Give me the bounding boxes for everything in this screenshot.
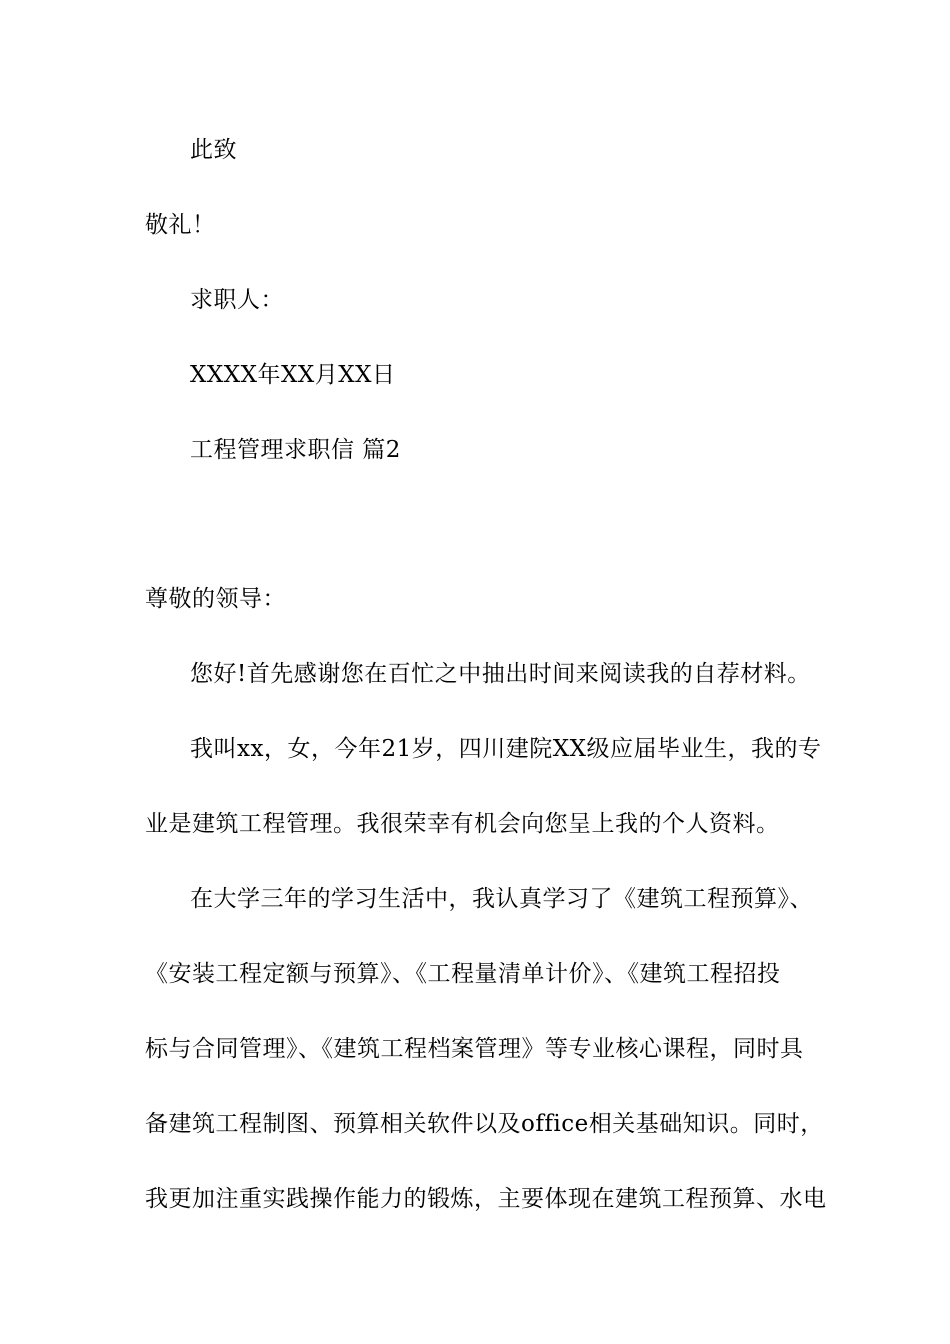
paragraph-line: 备建筑工程制图、预算相关软件以及office相关基础知识。同时， [145, 1111, 824, 1137]
paragraph-line: 我更加注重实践操作能力的锻炼，主要体现在建筑工程预算、水电 [145, 1186, 827, 1212]
paragraph-line: 《安装工程定额与预算》、《工程量清单计价》、《建筑工程招投 [145, 961, 781, 987]
closing-cizhi: 此致 [190, 137, 237, 163]
paragraph-line: 在大学三年的学习生活中，我认真学习了《建筑工程预算》、 [190, 886, 813, 912]
paragraph-line: 业是建筑工程管理。我很荣幸有机会向您呈上我的个人资料。 [145, 811, 780, 837]
paragraph-line: 标与合同管理》、《建筑工程档案管理》等专业核心课程，同时具 [145, 1036, 804, 1062]
salutation: 尊敬的领导： [145, 586, 286, 612]
paragraph-line: 您好!首先感谢您在百忙之中抽出时间来阅读我的自荐材料。 [190, 661, 811, 687]
paragraph-line: 我叫xx，女，今年21岁，四川建院XX级应届毕业生，我的专 [190, 736, 822, 762]
applicant-label: 求职人： [190, 287, 284, 313]
closing-jingli: 敬礼！ [145, 212, 216, 238]
section-title: 工程管理求职信 篇2 [190, 437, 401, 463]
letter-date: XXXX年XX月XX日 [190, 362, 396, 388]
